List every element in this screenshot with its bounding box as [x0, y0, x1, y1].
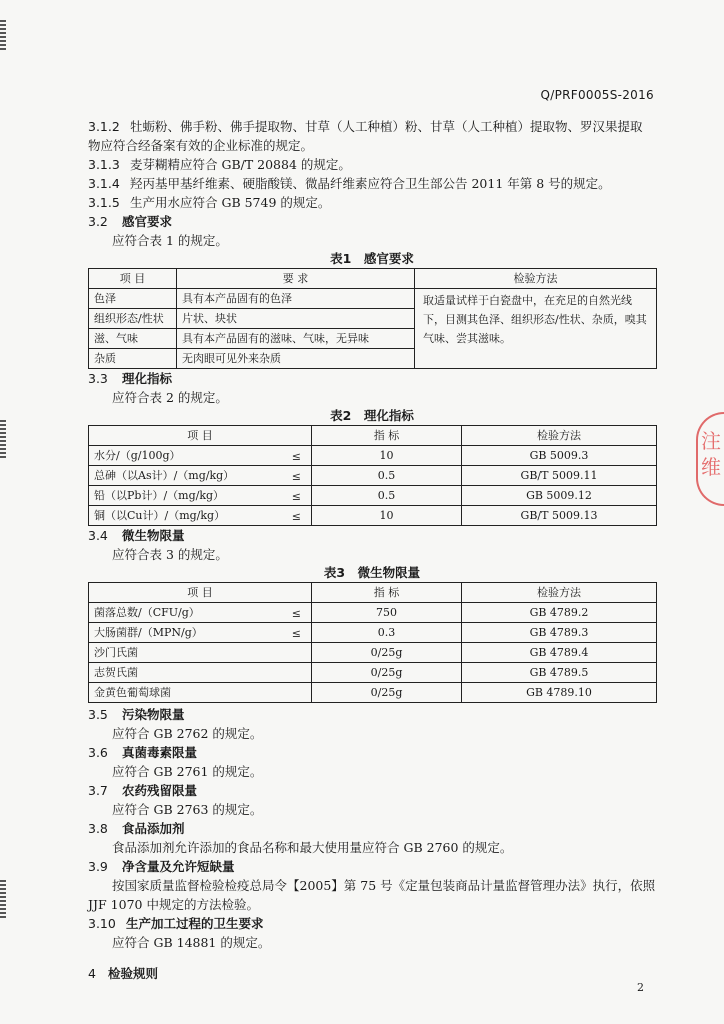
method-cell: GB/T 5009.11: [462, 466, 657, 486]
table-row: [89, 683, 657, 703]
table-row: [89, 643, 657, 663]
microbial-table: [88, 582, 657, 703]
section-3-9-text: 按国家质量监督检验检疫总局令【2005】第 75 号《定量包装商品计量监督管理办法》执行，依照 JJF 1070 中规定的方法检验。: [88, 878, 656, 912]
item-cell: 金黄色葡萄球菌: [89, 683, 312, 703]
section-3-8-heading: 3.8 食品添加剂: [88, 821, 185, 836]
table-header-row: [89, 426, 657, 446]
value-cell: 750: [312, 603, 462, 623]
item-cell: 总砷（以As计）/（mg/kg） ≤: [89, 466, 312, 486]
clause-3-1-3: 3.1.3 麦芽糊精应符合 GB/T 20884 的规定。: [88, 157, 351, 172]
section-3-7-heading: 3.7 农药残留限量: [88, 783, 198, 798]
value-cell: 0.5: [312, 486, 462, 506]
physicochemical-table: [88, 425, 657, 526]
value-cell: 0/25g: [312, 643, 462, 663]
section-3-10-heading: 3.10 生产加工过程的卫生要求: [88, 916, 264, 931]
value-cell: 0.5: [312, 466, 462, 486]
requirement-cell: 无肉眼可见外来杂质: [177, 349, 415, 369]
table-header-row: [89, 269, 657, 289]
item-cell: 水分/（g/100g） ≤: [89, 446, 312, 466]
document-body: [88, 117, 656, 983]
item-cell: 沙门氏菌: [89, 643, 312, 663]
requirement-cell: 具有本产品固有的滋味、气味，无异味: [177, 329, 415, 349]
method-cell: GB 4789.4: [462, 643, 657, 663]
table-header-row: [89, 583, 657, 603]
table3-caption: 表3 微生物限量: [323, 565, 421, 580]
item-cell: 杂质: [89, 349, 177, 369]
table1-caption: 表1 感官要求: [330, 251, 414, 266]
table-header-cell: 检验方法: [415, 269, 657, 289]
value-cell: 0/25g: [312, 663, 462, 683]
section-3-8-text: 食品添加剂允许添加的食品名称和最大使用量应符合 GB 2760 的规定。: [112, 840, 513, 855]
scan-edge-mark: [0, 420, 6, 460]
value-cell: 0.3: [312, 623, 462, 643]
clause-3-1-5: 3.1.5 生产用水应符合 GB 5749 的规定。: [88, 195, 331, 210]
table2-caption: 表2 理化指标: [330, 408, 414, 423]
section-3-5-text: 应符合 GB 2762 的规定。: [112, 726, 263, 741]
section-3-4-heading: 3.4 微生物限量: [88, 528, 185, 543]
section-3-2-text: 应符合表 1 的规定。: [112, 233, 228, 248]
table-header-cell: 要 求: [177, 269, 415, 289]
section-3-3-heading: 3.3 理化指标: [88, 371, 173, 386]
table-row: [89, 603, 657, 623]
method-cell: GB 5009.3: [462, 446, 657, 466]
section-3-7-text: 应符合 GB 2763 的规定。: [112, 802, 263, 817]
table-header-cell: 指 标: [312, 426, 462, 446]
section-4-heading: 4 检验规则: [88, 966, 159, 981]
section-3-3-text: 应符合表 2 的规定。: [112, 390, 228, 405]
value-cell: 10: [312, 506, 462, 526]
table-header-cell: 项 目: [89, 583, 312, 603]
item-cell: 大肠菌群/（MPN/g） ≤: [89, 623, 312, 643]
scan-edge-mark: [0, 880, 6, 920]
table-header-cell: 指 标: [312, 583, 462, 603]
value-cell: 10: [312, 446, 462, 466]
method-cell: GB 5009.12: [462, 486, 657, 506]
item-cell: 铜（以Cu计）/（mg/kg） ≤: [89, 506, 312, 526]
method-cell: GB 4789.5: [462, 663, 657, 683]
table-header-cell: 项 目: [89, 426, 312, 446]
section-3-10-text: 应符合 GB 14881 的规定。: [112, 935, 271, 950]
item-cell: 组织形态/性状: [89, 309, 177, 329]
item-cell: 志贺氏菌: [89, 663, 312, 683]
section-3-2-heading: 3.2 感官要求: [88, 214, 173, 229]
table-row: [89, 663, 657, 683]
clause-3-1-4: 3.1.4 羟丙基甲基纤维素、硬脂酸镁、微晶纤维素应符合卫生部公告 2011 年第 8 号的规定。: [88, 176, 611, 191]
section-3-4-text: 应符合表 3 的规定。: [112, 547, 228, 562]
requirement-cell: 片状、块状: [177, 309, 415, 329]
table-row: [89, 623, 657, 643]
table-row: [89, 506, 657, 526]
section-3-5-heading: 3.5 污染物限量: [88, 707, 185, 722]
item-cell: 铅（以Pb计）/（mg/kg） ≤: [89, 486, 312, 506]
value-cell: 0/25g: [312, 683, 462, 703]
method-cell: GB 4789.2: [462, 603, 657, 623]
requirement-cell: 具有本产品固有的色泽: [177, 289, 415, 309]
sensory-table: [88, 268, 657, 369]
document-code: Q/PRF0005S-2016: [540, 88, 654, 102]
item-cell: 色泽: [89, 289, 177, 309]
table-row: [89, 486, 657, 506]
table-row: [89, 446, 657, 466]
method-cell: GB 4789.10: [462, 683, 657, 703]
table-row: [89, 289, 657, 309]
method-cell: GB 4789.3: [462, 623, 657, 643]
clause-3-1-2-cont: 物应符合经备案有效的企业标准的规定。: [88, 138, 314, 153]
item-cell: 菌落总数/（CFU/g） ≤: [89, 603, 312, 623]
section-3-6-heading: 3.6 真菌毒素限量: [88, 745, 198, 760]
item-cell: 滋、气味: [89, 329, 177, 349]
clause-3-1-2: 3.1.2 牡蛎粉、佛手粉、佛手提取物、甘草（人工种植）粉、甘草（人工种植）提取物、罗汉果提取: [88, 119, 643, 134]
seal-stamp-text: 注维: [701, 429, 721, 479]
table-header-cell: 项 目: [89, 269, 177, 289]
method-cell: GB/T 5009.13: [462, 506, 657, 526]
section-3-6-text: 应符合 GB 2761 的规定。: [112, 764, 263, 779]
table-row: [89, 466, 657, 486]
scan-edge-mark: [0, 20, 6, 50]
page-number: 2: [637, 981, 644, 994]
section-3-9-heading: 3.9 净含量及允许短缺量: [88, 859, 235, 874]
table-header-cell: 检验方法: [462, 583, 657, 603]
method-cell: 取适量试样于白瓷盘中，在充足的自然光线下，目测其色泽、组织形态/性状、杂质，嗅其气味、尝其滋味。: [415, 289, 657, 369]
table-header-cell: 检验方法: [462, 426, 657, 446]
